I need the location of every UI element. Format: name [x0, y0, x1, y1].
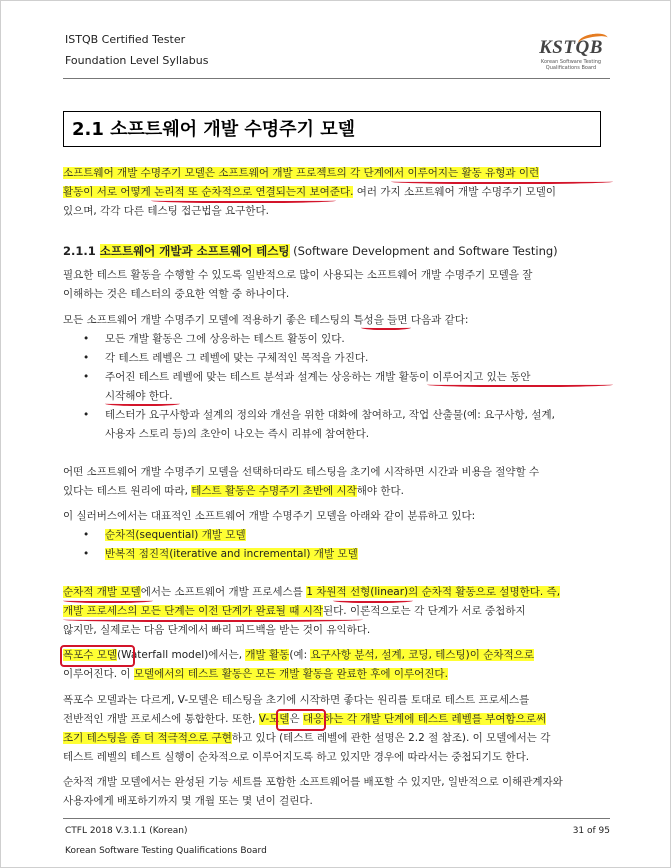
- list-item: 순차적(sequential) 개발 모델: [105, 529, 246, 541]
- list-item: 반복적 점진적(iterative and incremental) 개발 모델: [105, 548, 358, 560]
- section-title-box: [63, 111, 601, 147]
- bullet-icon: •: [83, 529, 90, 541]
- red-box-mark: [276, 709, 326, 731]
- list-item: 각 테스트 레벨은 그 레벨에 맞는 구체적인 목적을 가진다.: [105, 352, 369, 364]
- paragraph: 순차적 개발 모델에서는 완성된 기능 세트를 포함한 소프트웨어를 배포할 수 있지만, 일반적으로 이해관계자와 사용자에게 배포하기까지 몇 개월 또는 몇 년이 걸린다.: [63, 776, 563, 807]
- paragraph: 어떤 소프트웨어 개발 수명주기 모델을 선택하더라도 테스팅을 초기에 시작하면 시간과 비용을 절약할 수 있다는 테스트 원리에 따라, 테스트 활동은 수명주기 초반에 시작해야 한다.: [63, 466, 540, 497]
- footer-page-number: 31 of 95: [572, 826, 610, 836]
- paragraph: 폭포수 모델과는 다르게, V-모델은 테스팅을 초기에 시작하면 좋다는 원리를 토대로 테스트 프로세스를 전반적인 개발 프로세스에 통합한다. 또한, V-모델은 대응하는 각 개발 단계에 테스트 레벨를 부여함으로써 조기 테스팅을 좀 더 적극적으로 구현하고 있다 (테스트 레벨에 관한 설명은 2.2 절 참조). 이 모델에서는 각 테스트 레벨의 테스트 실행이 순차적으로 이루어지도록 하고 있지만 경우에 따라서는 중첩되기도 한다.: [63, 694, 551, 763]
- footer-divider: [63, 818, 610, 819]
- bullet-icon: •: [83, 352, 90, 364]
- list-item: 주어진 테스트 레벨에 맞는 테스트 분석과 설계는 상응하는 개발 활동이 이루어지고 있는 동안 시작해야 한다.: [105, 371, 531, 402]
- header-line-2: Foundation Level Syllabus: [65, 54, 209, 67]
- red-underline-mark: [63, 616, 363, 622]
- red-underline-mark: [333, 597, 413, 603]
- footer-version: CTFL 2018 V.3.1.1 (Korean): [65, 826, 188, 836]
- red-underline-mark: [63, 597, 153, 603]
- list-item: 테스터가 요구사항과 설계의 정의와 개선을 위한 대화에 참여하고, 작업 산출물(예: 요구사항, 설계, 사용자 스토리 등)의 초안이 나오는 즉시 리뷰에 참여한다.: [105, 409, 555, 440]
- paragraph: 순차적 개발 모델에서는 소프트웨어 개발 프로세스를 1 차원적 선형(linear)의 순차적 활동으로 설명한다. 즉, 개발 프로세스의 모든 단계는 이전 단계가 완료될 때 시작된다. 이론적으로는 각 단계가 서로 중첩하지 않지만, 실제로는 다음 단계에서 빠리 피드백을 받는 것이 유익하다.: [63, 586, 561, 636]
- kstqb-logo: KSTQB Korean Software Testing Qualifications Board: [528, 37, 614, 71]
- bullet-icon: •: [83, 548, 90, 560]
- intro-paragraph: 소프트웨어 개발 수명주기 모델은 소프트웨어 개발 프로젝트의 각 단계에서 이루어지는 활동 유형과 이런 활동이 서로 어떻게 논리적 또 순차적으로 연결되는지 보여준다. 여러 가지 소프트웨어 개발 수명주기 모델이 있으며, 각각 다른 테스팅 접근법을 요구한다.: [63, 167, 557, 217]
- header-line-1: ISTQB Certified Tester: [65, 33, 186, 46]
- footer-board: Korean Software Testing Qualifications Board: [65, 846, 267, 856]
- red-underline-mark: [151, 197, 336, 203]
- header-divider: [63, 78, 610, 79]
- bullet-icon: •: [83, 409, 90, 421]
- bullet-icon: •: [83, 371, 90, 383]
- paragraph: 이 실러버스에서는 대표적인 소프트웨어 개발 수명주기 모델을 아래와 같이 분류하고 있다:: [63, 510, 476, 522]
- paragraph: 필요한 테스트 활동을 수행할 수 있도록 일반적으로 많이 사용되는 소프트웨어 개발 수명주기 모델을 잘 이해하는 것은 테스터의 중요한 역할 중 하나이다.: [63, 269, 533, 300]
- red-box-mark: [60, 645, 135, 667]
- red-underline-mark: [391, 178, 613, 184]
- paragraph: 모든 소프트웨어 개발 수명주기 모델에 적용하기 좋은 테스팅의 특성을 들면 다음과 같다:: [63, 314, 469, 326]
- list-item: 모든 개발 활동은 그에 상응하는 테스트 활동이 있다.: [105, 333, 345, 345]
- bullet-icon: •: [83, 333, 90, 345]
- paragraph: 폭포수 모델(Waterfall model)에서는, 개발 활동(예: 요구사항 분석, 설계, 코딩, 테스팅)이 순차적으로 이루어진다. 이 모델에서의 테스트 활동은 모든 개발 활동을 완료한 후에 이루어진다.: [63, 649, 534, 680]
- subsection-heading: 2.1.1 소프트웨어 개발과 소프트웨어 테스팅 (Software Development and Software Testing): [63, 244, 558, 258]
- red-underline-mark: [427, 381, 613, 387]
- section-title: 2.1 소프트웨어 개발 수명주기 모델: [72, 119, 355, 140]
